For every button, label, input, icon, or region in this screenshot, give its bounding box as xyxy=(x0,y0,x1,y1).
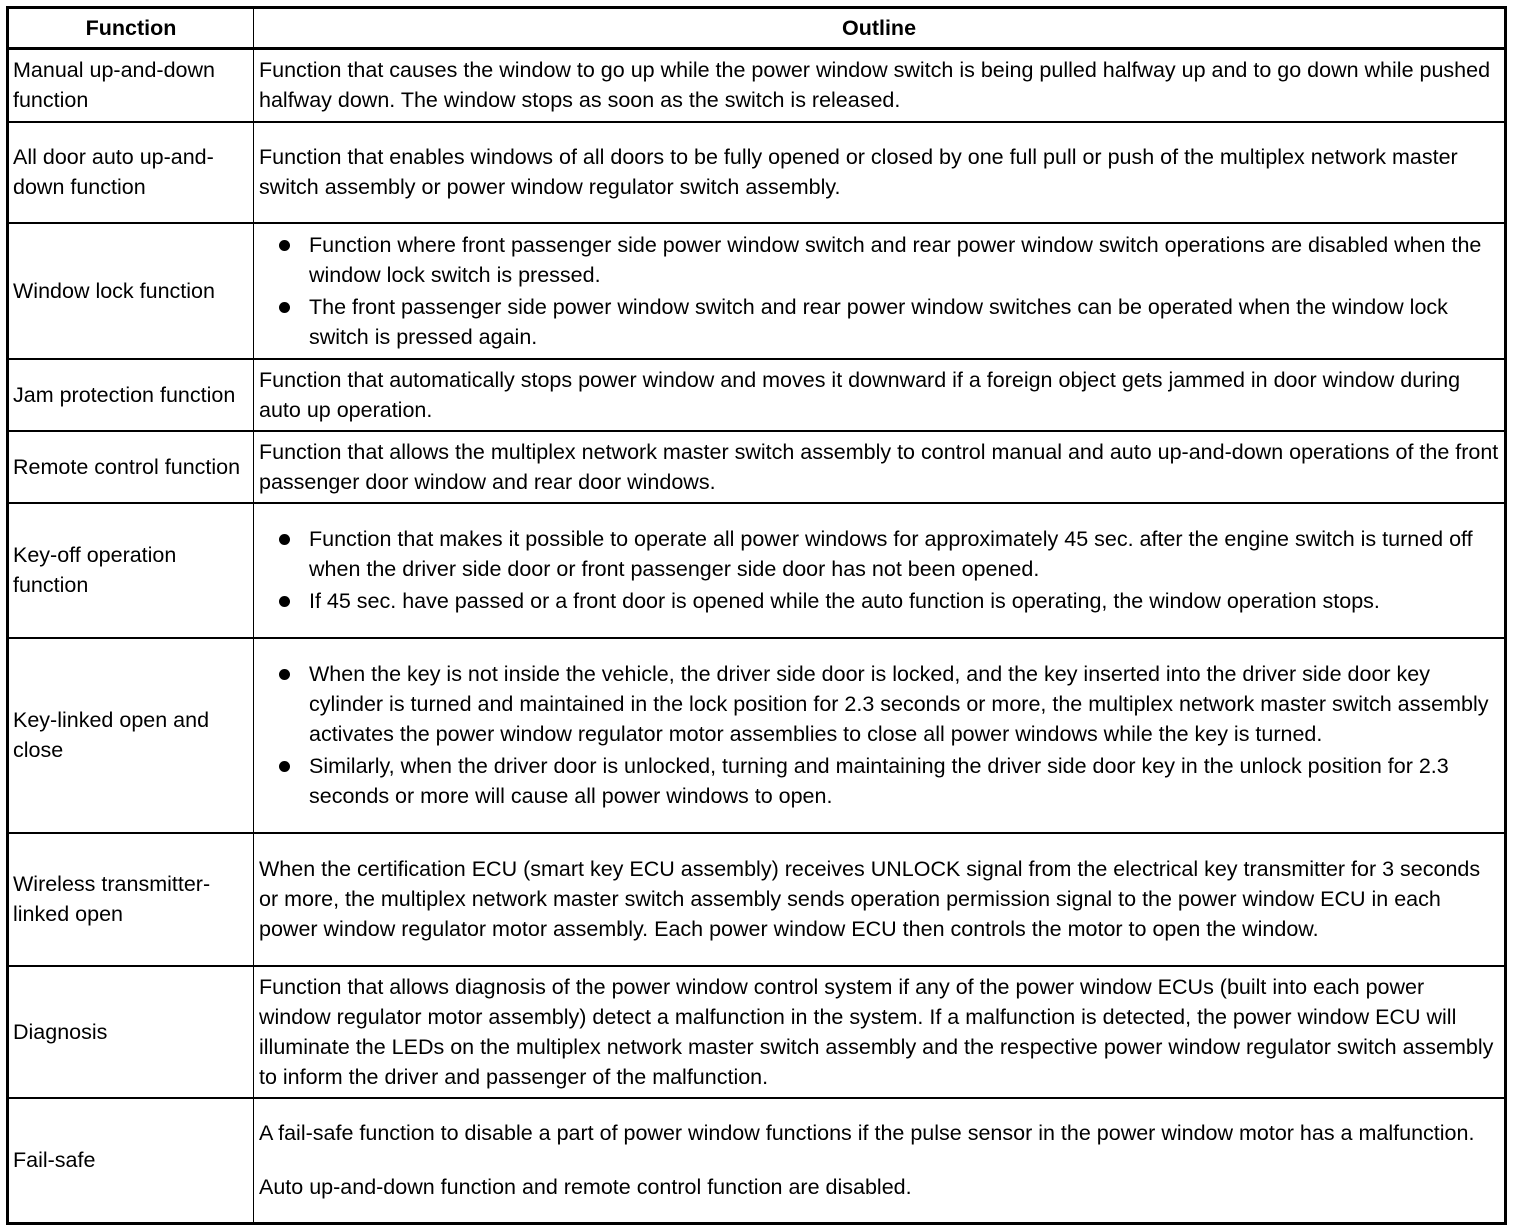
bullet-dot-icon xyxy=(279,240,290,251)
header-outline: Outline xyxy=(254,8,1506,49)
table-row xyxy=(8,431,1506,503)
outline-bullet-text: Function where front passenger side power window switch and rear power window switch operations are disabled when the window lock switch is pressed. xyxy=(309,232,1482,287)
function-name-cell: Manual up-and-down function xyxy=(8,49,254,122)
outline-paragraph: Function that automatically stops power window and moves it downward if a foreign object gets jammed in door window during auto up operation. xyxy=(259,367,1461,422)
outline-bullet-list xyxy=(259,659,1499,811)
table-row xyxy=(8,49,1506,122)
table-header-row xyxy=(8,8,1506,49)
outline-cell xyxy=(254,1098,1506,1224)
function-name-cell: Fail-safe xyxy=(8,1098,254,1224)
table-row xyxy=(8,122,1506,223)
power-window-function-table xyxy=(6,6,1507,1225)
function-name-cell: Key-off operation function xyxy=(8,503,254,638)
outline-paragraph: When the certification ECU (smart key ECU assembly) receives UNLOCK signal from the electrical key transmitter for 3 seconds or more, the multiplex network master switch assembly sends operation permission signal to the power window ECU in each power window regulator motor assembly. Each power window ECU then controls the motor to open the window. xyxy=(259,857,1481,941)
outline-cell xyxy=(254,966,1506,1098)
bullet-dot-icon xyxy=(279,534,290,545)
outline-bullet-item xyxy=(259,292,1499,352)
table-row xyxy=(8,833,1506,966)
table-row xyxy=(8,1098,1506,1224)
outline-paragraph: Function that causes the window to go up while the power window switch is being pulled halfway up and to go down while pushed halfway down. The window stops as soon as the switch is released. xyxy=(259,58,1491,113)
outline-bullet-list xyxy=(259,230,1499,352)
outline-paragraph: Function that allows diagnosis of the power window control system if any of the power window ECUs (built into each power window regulator motor assembly) detect a malfunction in the system. If a malfunction is detected, the power window ECU will illuminate the LEDs on the multiplex network master switch assembly and the respective power window regulator switch assembly to inform the driver and passenger of the malfunction. xyxy=(259,974,1494,1089)
outline-bullet-text: If 45 sec. have passed or a front door is opened while the auto function is operating, the window operation stops. xyxy=(309,589,1380,613)
table-row xyxy=(8,966,1506,1098)
table-row xyxy=(8,359,1506,431)
bullet-dot-icon xyxy=(279,596,290,607)
outline-cell xyxy=(254,833,1506,966)
outline-bullet-item xyxy=(259,524,1499,584)
header-function: Function xyxy=(8,8,254,49)
outline-bullet-list xyxy=(259,524,1499,616)
bullet-dot-icon xyxy=(279,302,290,313)
bullet-dot-icon xyxy=(279,669,290,680)
outline-cell xyxy=(254,122,1506,223)
function-name-cell: Wireless transmitter-linked open xyxy=(8,833,254,966)
outline-cell xyxy=(254,359,1506,431)
outline-bullet-item xyxy=(259,751,1499,811)
outline-cell xyxy=(254,223,1506,359)
outline-bullet-text: When the key is not inside the vehicle, the driver side door is locked, and the key inserted into the driver side door key cylinder is turned and maintained in the lock position for 2.3 seconds or more, the multiplex network master switch assembly activates the power window regulator motor assemblies to close all power windows while the key is turned. xyxy=(309,662,1489,746)
bullet-dot-icon xyxy=(279,761,290,772)
function-name-cell: Key-linked open and close xyxy=(8,638,254,833)
table-row xyxy=(8,223,1506,359)
table-row xyxy=(8,503,1506,638)
table-body xyxy=(8,49,1506,1224)
outline-bullet-item xyxy=(259,230,1499,290)
function-name-cell: All door auto up-and-down function xyxy=(8,122,254,223)
outline-cell xyxy=(254,638,1506,833)
outline-cell xyxy=(254,503,1506,638)
outline-bullet-text: The front passenger side power window switch and rear power window switches can be operated when the window lock switch is pressed again. xyxy=(309,294,1448,349)
outline-bullet-item xyxy=(259,586,1499,616)
outline-paragraph: A fail-safe function to disable a part of power window functions if the pulse sensor in the power window motor has a malfunction. xyxy=(259,1121,1475,1146)
outline-bullet-text: Function that makes it possible to operate all power windows for approximately 45 sec. after the engine switch is turned off when the driver side door or front passenger side door has not been opened. xyxy=(309,527,1473,581)
function-name-cell: Diagnosis xyxy=(8,966,254,1098)
outline-paragraph: Function that enables windows of all doors to be fully opened or closed by one full pull or push of the multiplex network master switch assembly or power window regulator switch assembly. xyxy=(259,145,1458,199)
outline-cell xyxy=(254,49,1506,122)
function-name-cell: Window lock function xyxy=(8,223,254,359)
outline-cell xyxy=(254,431,1506,503)
function-name-cell: Remote control function xyxy=(8,431,254,503)
table-row xyxy=(8,638,1506,833)
outline-bullet-text: Similarly, when the driver door is unlocked, turning and maintaining the driver side door key in the unlock position for 2.3 seconds or more will cause all power windows to open. xyxy=(309,754,1449,808)
function-name-cell: Jam protection function xyxy=(8,359,254,431)
outline-paragraph: Auto up-and-down function and remote control function are disabled. xyxy=(259,1175,912,1200)
outline-paragraph: Function that allows the multiplex network master switch assembly to control manual and auto up-and-down operations of the front passenger door window and rear door windows. xyxy=(259,439,1499,494)
outline-bullet-item xyxy=(259,659,1499,749)
